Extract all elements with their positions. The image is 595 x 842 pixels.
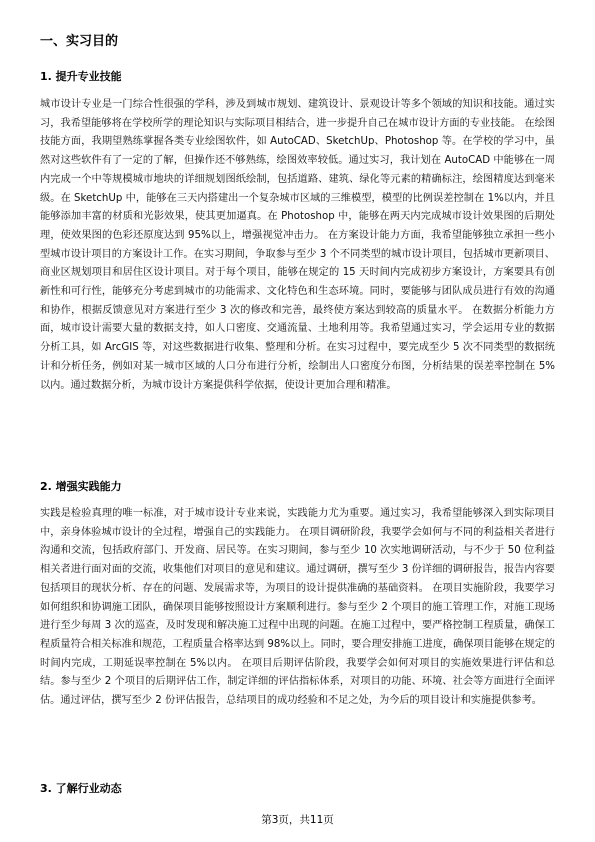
- subsection-heading-3: 3. 了解行业动态: [40, 782, 122, 795]
- section-title: 一、实习目的: [40, 34, 119, 49]
- subsection-body-2: 实践是检验真理的唯一标准，对于城市设计专业来说，实践能力尤为重要。通过实习，我希望能够深入到实际项目中，亲身体验城市设计的全过程，增强自己的实践能力。 在项目调研阶段，我要学会如何与不同的利益相关者进行沟通和交流，包括政府部门、开发商、居民等。在实习期间，参与至少 10 次实地调研活动，与不少于 50 位利益相关者进行面对面的交流，收集他们对项目的意见和建议。通过调研，撰写至少 3 份详细的调研报告，报告内容要包括项目的现状分析、存在的问题、发展需求等，为项目的设计提供准确的基础资料。 在项目实施阶段，我要学习如何组织和协调施工团队，确保项目能够按照设计方案顺利进行。参与至少 2 个项目的施工管理工作，对施工现场进行至少每周 3 次的巡查，及时发现和解决施工过程中出现的问题。在施工过程中，要严格控制工程质量，确保工程质量符合相关标准和规范，工程质量合格率达到 98%以上。同时，要合理安排施工进度，确保项目能够在规定的时间内完成，工期延误率控制在 5%以内。 在项目后期评估阶段，我要学会如何对项目的实施效果进行评估和总结。参与至少 2 个项目的后期评估工作，制定详细的评估指标体系，对项目的功能、环境、社会等方面进行全面评估。通过评估，撰写至少 2 份评估报告，总结项目的成功经验和不足之处，为今后的项目设计和实施提供参考。: [40, 508, 555, 707]
- subsection-heading-1: 1. 提升专业技能: [40, 70, 122, 83]
- subsection-body-1: 城市设计专业是一门综合性很强的学科，涉及到城市规划、建筑设计、景观设计等多个领域的知识和技能。通过实习，我希望能够将在学校所学的理论知识与实际项目相结合，进一步提升自己在城市设计方面的专业技能。 在绘图技能方面，我期望熟练掌握各类专业绘图软件，如 AutoCAD、SketchUp、Photoshop 等。在学校的学习中，虽然对这些软件有了一定的了解，但操作还不够熟练，绘图效率较低。通过实习，我计划在 AutoCAD 中能够在一周内完成一个中等规模城市地块的详细规划图纸绘制，包括道路、建筑、绿化等元素的精确标注，绘图精度达到毫米级。在 SketchUp 中，能够在三天内搭建出一个复杂城市区域的三维模型，模型的比例误差控制在 1%以内，并且能够添加丰富的材质和光影效果，使其更加逼真。在 Photoshop 中，能够在两天内完成城市设计效果图的后期处理，使效果图的色彩还原度达到 95%以上，增强视觉冲击力。 在方案设计能力方面，我希望能够独立承担一些小型城市设计项目的方案设计工作。在实习期间，争取参与至少 3 个不同类型的城市设计项目，包括城市更新项目、商业区规划项目和居住区设计项目。对于每个项目，能够在规定的 15 天时间内完成初步方案设计，方案要具有创新性和可行性，能够充分考虑到城市的功能需求、文化特色和生态环境。同时，要能够与团队成员进行有效的沟通和协作，根据反馈意见对方案进行至少 3 次的修改和完善，最终使方案达到较高的质量水平。 在数据分析能力方面，城市设计需要大量的数据支持，如人口密度、交通流量、土地利用等。我希望通过实习，学会运用专业的数据分析工具，如 ArcGIS 等，对这些数据进行收集、整理和分析。在实习过程中，要完成至少 5 次不同类型的数据统计和分析任务，例如对某一城市区域的人口分布进行分析，绘制出人口密度分布图，分析结果的误差率控制在 5%以内。通过数据分析，为城市设计方案提供科学依据，使设计更加合理和精准。: [40, 99, 555, 391]
- page-footer: 第3页，共11页: [261, 814, 334, 826]
- subsection-heading-2: 2. 增强实践能力: [40, 480, 122, 493]
